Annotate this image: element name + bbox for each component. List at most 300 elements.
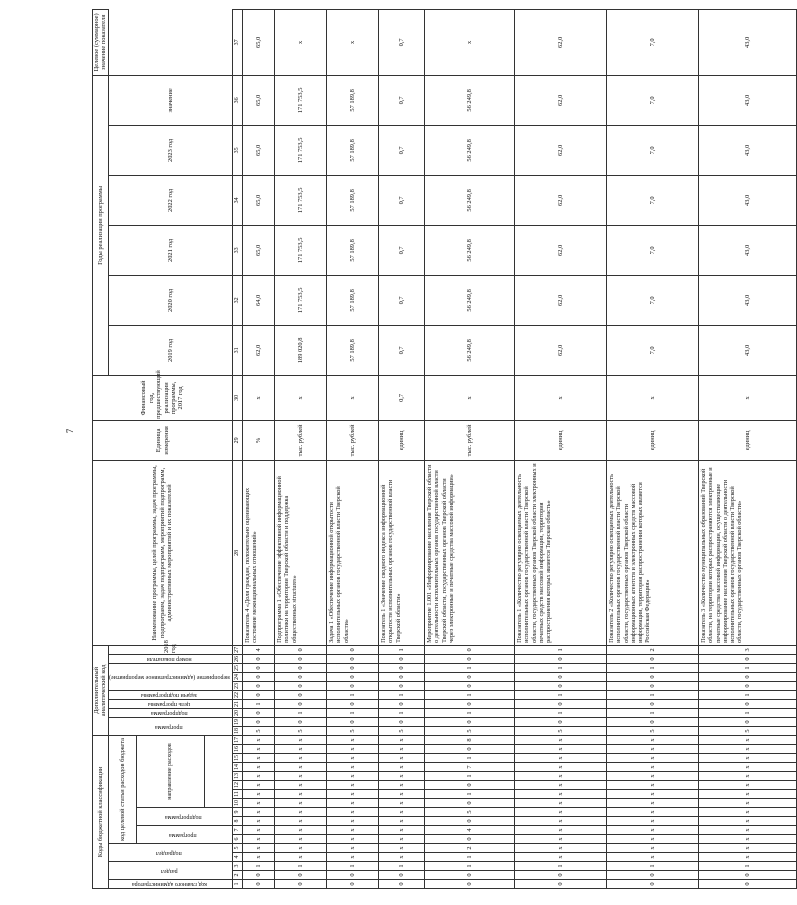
code-cell: х — [243, 781, 275, 790]
code-cell: 0 — [379, 871, 425, 880]
value-header: значение — [108, 75, 232, 125]
base-year-cell: х — [243, 375, 275, 420]
value-2020-cell: 62,0 — [515, 225, 607, 275]
program-header: программа — [108, 717, 232, 735]
unit-cell: тыс. рублей — [425, 420, 515, 460]
column-number: 8 — [233, 817, 243, 826]
name-header: Наименование программы, целей программы, задач программы, подпрограмм, задач подпрограмм, мероприятий подпрограмм, административных мероприятий и их показателей — [93, 460, 233, 645]
code-cell: 5 — [275, 726, 327, 735]
name-cell: Показатель 1 «Количество регулярно освещаемых деятельность исполнительных органов государственной власти Тверской области, государственных органов Тверской области электронных и печатных средств массовой информации, территория распространения которых является Тверская область» — [515, 460, 607, 645]
code-cell: 0 — [327, 871, 379, 880]
code-cell: х — [243, 853, 275, 862]
code-cell: х — [327, 817, 379, 826]
code-cell: 1 — [327, 862, 379, 871]
value-2020-cell: 43,0 — [699, 225, 797, 275]
name-cell: Подпрограмма 1 «Обеспечение эффективной информационной политики на территории Тверской области и поддержка общественных structures» — [275, 460, 327, 645]
value-2020-cell: 57 189,8 — [327, 225, 379, 275]
target-value-cell: 7,0 — [607, 9, 699, 75]
value-2021-cell: 57 189,8 — [327, 175, 379, 225]
code-cell: х — [275, 817, 327, 826]
code-cell: х — [275, 808, 327, 817]
base-year-cell: 0,7 — [379, 375, 425, 420]
code-cell: 0 — [425, 717, 515, 726]
column-number: 23 — [233, 681, 243, 690]
code-cell: 0 — [379, 654, 425, 663]
value-2020-cell: 65,0 — [243, 225, 275, 275]
code-cell: 0 — [699, 880, 797, 889]
value-2022-cell: 171 753,5 — [275, 125, 327, 175]
base-year-cell: х — [607, 375, 699, 420]
code-cell: х — [275, 844, 327, 853]
table-row — [515, 9, 607, 888]
column-number: 18 — [233, 726, 243, 735]
code-cell: х — [243, 799, 275, 808]
column-number: 11 — [233, 790, 243, 799]
value-2021-cell: 65,0 — [243, 175, 275, 225]
code-cell: 0 — [275, 699, 327, 708]
code-cell: 1 — [425, 690, 515, 699]
code-cell: 0 — [379, 699, 425, 708]
table-row — [699, 9, 797, 888]
code-cell: 0 — [379, 717, 425, 726]
code-cell: 0 — [607, 681, 699, 690]
code-cell: 5 — [327, 726, 379, 735]
column-number: 7 — [233, 826, 243, 835]
column-number: 37 — [233, 9, 243, 75]
code-cell: х — [275, 853, 327, 862]
column-number: 9 — [233, 808, 243, 817]
table-row — [243, 9, 275, 888]
subsection-header: подраздел — [108, 844, 232, 862]
code-cell: х — [379, 763, 425, 772]
code-cell: 0 — [379, 672, 425, 681]
code-cell: х — [699, 844, 797, 853]
value-2021-cell: 7,0 — [607, 175, 699, 225]
value-2021-cell: 62,0 — [515, 175, 607, 225]
code-cell: 0 — [607, 880, 699, 889]
unit-cell: единиц — [379, 420, 425, 460]
code-cell: 0 — [607, 871, 699, 880]
code-cell: 0 — [607, 699, 699, 708]
code-cell: х — [275, 754, 327, 763]
code-cell: 2 — [607, 645, 699, 654]
code-cell: х — [327, 844, 379, 853]
target-value-cell: х — [425, 9, 515, 75]
code-cell: х — [379, 799, 425, 808]
code-cell: х — [699, 808, 797, 817]
code-cell: 0 — [699, 699, 797, 708]
code-cell: 0 — [327, 699, 379, 708]
column-number: 34 — [233, 175, 243, 225]
code-cell: х — [607, 772, 699, 781]
code-cell: х — [607, 835, 699, 844]
code-cell: 1 — [327, 690, 379, 699]
direction-header: направление расходов — [136, 735, 204, 807]
code-cell: х — [515, 735, 607, 744]
target-value-header: Целевое (суммарное) значение показателя — [93, 9, 109, 75]
code-cell: 1 — [607, 708, 699, 717]
column-number: 13 — [233, 772, 243, 781]
code-cell: х — [699, 853, 797, 862]
code-cell: х — [379, 745, 425, 754]
table-row — [379, 9, 425, 888]
column-number: 35 — [233, 125, 243, 175]
code-cell: 0 — [607, 654, 699, 663]
year-2018-header: 2018 год — [108, 645, 232, 654]
table-row — [607, 9, 699, 888]
column-number: 31 — [233, 325, 243, 375]
code-cell: 0 — [275, 654, 327, 663]
code-cell: 0 — [327, 681, 379, 690]
column-number: 26 — [233, 654, 243, 663]
code-cell: 0 — [425, 880, 515, 889]
target-value-cell: 43,0 — [699, 9, 797, 75]
column-number: 14 — [233, 763, 243, 772]
code-cell: 5 — [607, 726, 699, 735]
column-number: 4 — [233, 853, 243, 862]
code-cell: х — [275, 763, 327, 772]
code-cell: х — [243, 826, 275, 835]
column-number: 15 — [233, 754, 243, 763]
base-year-cell: х — [699, 375, 797, 420]
code-cell: х — [327, 790, 379, 799]
value-2019-cell: 64,0 — [243, 275, 275, 325]
column-number: 36 — [233, 75, 243, 125]
code-cell: х — [243, 790, 275, 799]
code-cell: 8 — [425, 735, 515, 744]
code-cell: 1 — [515, 645, 607, 654]
code-cell: 0 — [425, 645, 515, 654]
value-2023-cell: 65,0 — [243, 75, 275, 125]
code-cell: 0 — [425, 781, 515, 790]
code-cell: 2 — [425, 844, 515, 853]
code-cell: 0 — [425, 835, 515, 844]
base-year-cell: х — [515, 375, 607, 420]
code-cell: х — [243, 772, 275, 781]
column-number: 24 — [233, 672, 243, 681]
code-cell: х — [699, 745, 797, 754]
column-number: 29 — [233, 420, 243, 460]
column-number: 10 — [233, 799, 243, 808]
code-cell: х — [327, 745, 379, 754]
column-number: 6 — [233, 835, 243, 844]
code-cell: 0 — [327, 717, 379, 726]
column-number: 20 — [233, 708, 243, 717]
code-cell: 0 — [425, 799, 515, 808]
code-cell: х — [243, 735, 275, 744]
code-cell: 1 — [425, 754, 515, 763]
code-cell: 0 — [243, 690, 275, 699]
value-2023-cell: 57 189,8 — [327, 75, 379, 125]
code-cell: 1 — [379, 862, 425, 871]
value-2022-cell: 7,0 — [607, 125, 699, 175]
target-value-cell: 0,7 — [379, 9, 425, 75]
code-cell: 1 — [425, 862, 515, 871]
admin-code-header: код главного администратора — [108, 880, 232, 889]
tasks-header: задачи подпрограммы — [108, 690, 232, 699]
column-number: 21 — [233, 699, 243, 708]
code-cell: х — [243, 745, 275, 754]
code-cell: х — [327, 781, 379, 790]
code-cell: 1 — [425, 663, 515, 672]
code-cell: 0 — [275, 645, 327, 654]
code-cell: х — [515, 844, 607, 853]
code-cell: х — [275, 745, 327, 754]
value-2018-cell: 7,0 — [607, 325, 699, 375]
value-2018-cell: 62,0 — [515, 325, 607, 375]
code-cell: 1 — [379, 690, 425, 699]
unit-header: Единица измерения — [93, 420, 233, 460]
code-cell: 0 — [607, 717, 699, 726]
name-cell: Показатель 3 «Количество муниципальных образований Тверской области, на территории которых распространяются электронные и печатные средства массовой информации, осуществляющие информирование населения Тверской области о деятельности исполнительных органов государственной власти Тверской области, государственных органов Тверской области» — [699, 460, 797, 645]
code-cell: 0 — [275, 871, 327, 880]
code-cell: 0 — [515, 717, 607, 726]
year-2021-header: 2021 год — [108, 225, 232, 275]
code-cell: х — [607, 799, 699, 808]
value-2018-cell: 189 020,8 — [275, 325, 327, 375]
value-2022-cell: 43,0 — [699, 125, 797, 175]
code-cell: 4 — [425, 826, 515, 835]
code-cell: х — [699, 763, 797, 772]
code-cell: 0 — [699, 654, 797, 663]
year-2019-header: 2019 год — [108, 325, 232, 375]
code-cell: 0 — [515, 871, 607, 880]
code-cell: 0 — [327, 672, 379, 681]
code-cell: 0 — [699, 672, 797, 681]
value-2021-cell: 56 249,8 — [425, 175, 515, 225]
name-cell: Показатель 1 «Значение сводного индекса информационной открытости исполнительных органов государственной власти Тверской области» — [379, 460, 425, 645]
code-cell: 0 — [243, 672, 275, 681]
code-cell: х — [515, 808, 607, 817]
code-cell: 5 — [425, 808, 515, 817]
unit-cell: единиц — [699, 420, 797, 460]
table-body — [93, 9, 797, 888]
code-cell: х — [379, 835, 425, 844]
code-cell: х — [243, 844, 275, 853]
target-value-cell: 62,0 — [515, 9, 607, 75]
column-number: 33 — [233, 225, 243, 275]
indicator-no-header: номер показателя — [108, 654, 232, 663]
code-cell: 5 — [515, 726, 607, 735]
code-cell: 0 — [327, 880, 379, 889]
value-2023-cell: 56 249,8 — [425, 75, 515, 125]
value-2021-cell: 43,0 — [699, 175, 797, 225]
code-cell: 0 — [243, 663, 275, 672]
code-cell: 1 — [607, 862, 699, 871]
code-cell: х — [379, 817, 425, 826]
code-cell: 0 — [243, 717, 275, 726]
column-number: 2 — [233, 871, 243, 880]
code-cell: 0 — [699, 717, 797, 726]
code-cell: 0 — [379, 681, 425, 690]
code-cell: 1 — [515, 708, 607, 717]
code-cell: х — [699, 735, 797, 744]
code-cell: 0 — [515, 672, 607, 681]
value-2023-cell: 0,7 — [379, 75, 425, 125]
value-2018-cell: 56 249,8 — [425, 325, 515, 375]
code-cell: х — [379, 772, 425, 781]
code-cell: х — [379, 844, 425, 853]
table-row — [275, 9, 327, 888]
value-2018-cell: 0,7 — [379, 325, 425, 375]
code-cell: х — [379, 826, 425, 835]
column-number: 32 — [233, 275, 243, 325]
code-cell: 0 — [699, 871, 797, 880]
code-cell: 0 — [425, 699, 515, 708]
column-number: 3 — [233, 862, 243, 871]
value-2023-cell: 62,0 — [515, 75, 607, 125]
value-2022-cell: 57 189,8 — [327, 125, 379, 175]
code-cell: 0 — [243, 708, 275, 717]
budget-codes-header: Коды бюджетной классификации — [93, 735, 109, 888]
code-cell: х — [607, 790, 699, 799]
column-number: 17 — [233, 735, 243, 744]
code-cell: 0 — [275, 690, 327, 699]
code-cell: х — [699, 772, 797, 781]
rotated-table-container — [92, 10, 751, 889]
year-2023-header: 2023 год — [108, 125, 232, 175]
code-cell: х — [243, 835, 275, 844]
code-cell: 1 — [425, 772, 515, 781]
value-2023-cell: 43,0 — [699, 75, 797, 125]
value-2019-cell: 43,0 — [699, 275, 797, 325]
code-cell: х — [515, 826, 607, 835]
code-cell: х — [515, 745, 607, 754]
direction-spacer — [205, 735, 233, 807]
activity-header: мероприятие (административное мероприятие) — [108, 663, 232, 690]
column-numbers-row — [233, 9, 243, 888]
column-number: 1 — [233, 880, 243, 889]
code-cell: х — [607, 745, 699, 754]
code-cell: х — [327, 826, 379, 835]
code-cell: х — [243, 763, 275, 772]
code-cell: х — [515, 781, 607, 790]
column-number: 5 — [233, 844, 243, 853]
name-cell: Показатель 4 «Доля граждан, положительно оценивающих состояние межнациональных отношений» — [243, 460, 275, 645]
code-cell: х — [699, 835, 797, 844]
unit-cell: единиц — [607, 420, 699, 460]
code-cell: х — [327, 754, 379, 763]
code-cell: х — [327, 772, 379, 781]
code-cell: х — [515, 853, 607, 862]
column-number: 12 — [233, 781, 243, 790]
value-2023-cell: 171 753,5 — [275, 75, 327, 125]
value-2019-cell: 62,0 — [515, 275, 607, 325]
table-row — [425, 9, 515, 888]
code-cell: 0 — [425, 817, 515, 826]
code-cell: х — [607, 735, 699, 744]
code-cell: х — [607, 853, 699, 862]
code-cell: х — [607, 826, 699, 835]
code-cell: х — [699, 817, 797, 826]
value-2018-cell: 43,0 — [699, 325, 797, 375]
name-cell: Показатель 2 «Количество регулярно освещаемых деятельность исполнительных органов государственной власти Тверской области, государственных органов Тверской области информационных агентств и электронных средств массовой информации, территория распространения которых является Российская Федерация» — [607, 460, 699, 645]
value-2021-cell: 171 753,5 — [275, 175, 327, 225]
code-cell: 1 — [699, 708, 797, 717]
code-cell: 5 — [425, 726, 515, 735]
code-cell: х — [515, 799, 607, 808]
value-2020-cell: 7,0 — [607, 225, 699, 275]
base-year-cell: х — [425, 375, 515, 420]
code-cell: 0 — [425, 681, 515, 690]
code-cell: 0 — [425, 672, 515, 681]
code-cell: 1 — [327, 708, 379, 717]
code-cell: х — [515, 763, 607, 772]
value-2020-cell: 171 753,5 — [275, 225, 327, 275]
unit-cell: тыс. рублей — [275, 420, 327, 460]
code-cell: х — [379, 853, 425, 862]
code-cell: 0 — [327, 645, 379, 654]
code-cell: х — [607, 781, 699, 790]
code-cell: 0 — [515, 681, 607, 690]
code-cell: 0 — [275, 672, 327, 681]
code-cell: 0 — [243, 681, 275, 690]
page-number: 7 — [65, 428, 75, 434]
column-number: 25 — [233, 663, 243, 672]
value-2019-cell: 0,7 — [379, 275, 425, 325]
column-number: 19 — [233, 717, 243, 726]
code-cell: 5 — [243, 726, 275, 735]
value-2019-cell: 56 249,8 — [425, 275, 515, 325]
program-indicators-table — [92, 9, 797, 889]
base-year-cell: х — [275, 375, 327, 420]
unit-cell: % — [243, 420, 275, 460]
code-cell: х — [515, 835, 607, 844]
column-number: 22 — [233, 690, 243, 699]
code-cell: 1 — [699, 690, 797, 699]
code-cell: х — [243, 754, 275, 763]
code-cell: х — [699, 826, 797, 835]
value-2022-cell: 56 249,8 — [425, 125, 515, 175]
value-2022-cell: 62,0 — [515, 125, 607, 175]
code-cell: х — [515, 754, 607, 763]
code-cell: х — [327, 763, 379, 772]
subprogram-code-header: подпрограмма — [136, 808, 232, 826]
code-cell: х — [243, 817, 275, 826]
value-2018-cell: 62,0 — [243, 325, 275, 375]
code-cell: х — [607, 808, 699, 817]
year-2022-header: 2022 год — [108, 175, 232, 225]
code-cell: 1 — [699, 663, 797, 672]
code-cell: 1 — [379, 708, 425, 717]
code-cell: 1 — [515, 862, 607, 871]
code-cell: 4 — [243, 645, 275, 654]
code-cell: 1 — [607, 690, 699, 699]
code-cell: х — [515, 817, 607, 826]
code-cell: х — [379, 790, 425, 799]
code-cell: 0 — [243, 654, 275, 663]
code-cell: 1 — [379, 645, 425, 654]
code-cell: х — [275, 790, 327, 799]
code-cell: 1 — [515, 690, 607, 699]
name-cell: Мероприятие 1.001 «Информирование населения Тверской области о деятельности исполнительных органов государственной власти Тверской области, государственных органов Тверской области через электронные и печатные средства массовой информации» — [425, 460, 515, 645]
code-cell: 1 — [607, 663, 699, 672]
code-cell: 0 — [425, 654, 515, 663]
code-cell: 1 — [425, 708, 515, 717]
value-2020-cell: 0,7 — [379, 225, 425, 275]
code-cell: 0 — [275, 663, 327, 672]
code-cell: 0 — [607, 672, 699, 681]
value-2023-cell: 7,0 — [607, 75, 699, 125]
year-2020-header: 2020 год — [108, 275, 232, 325]
name-cell: Задача 1 «Обеспечение информационной открытости исполнительных органов государственной власти Тверской области» — [327, 460, 379, 645]
code-cell: 0 — [243, 880, 275, 889]
value-2021-cell: 0,7 — [379, 175, 425, 225]
code-cell: 0 — [425, 745, 515, 754]
code-cell: х — [275, 735, 327, 744]
code-cell: х — [607, 763, 699, 772]
code-cell: 1 — [243, 699, 275, 708]
